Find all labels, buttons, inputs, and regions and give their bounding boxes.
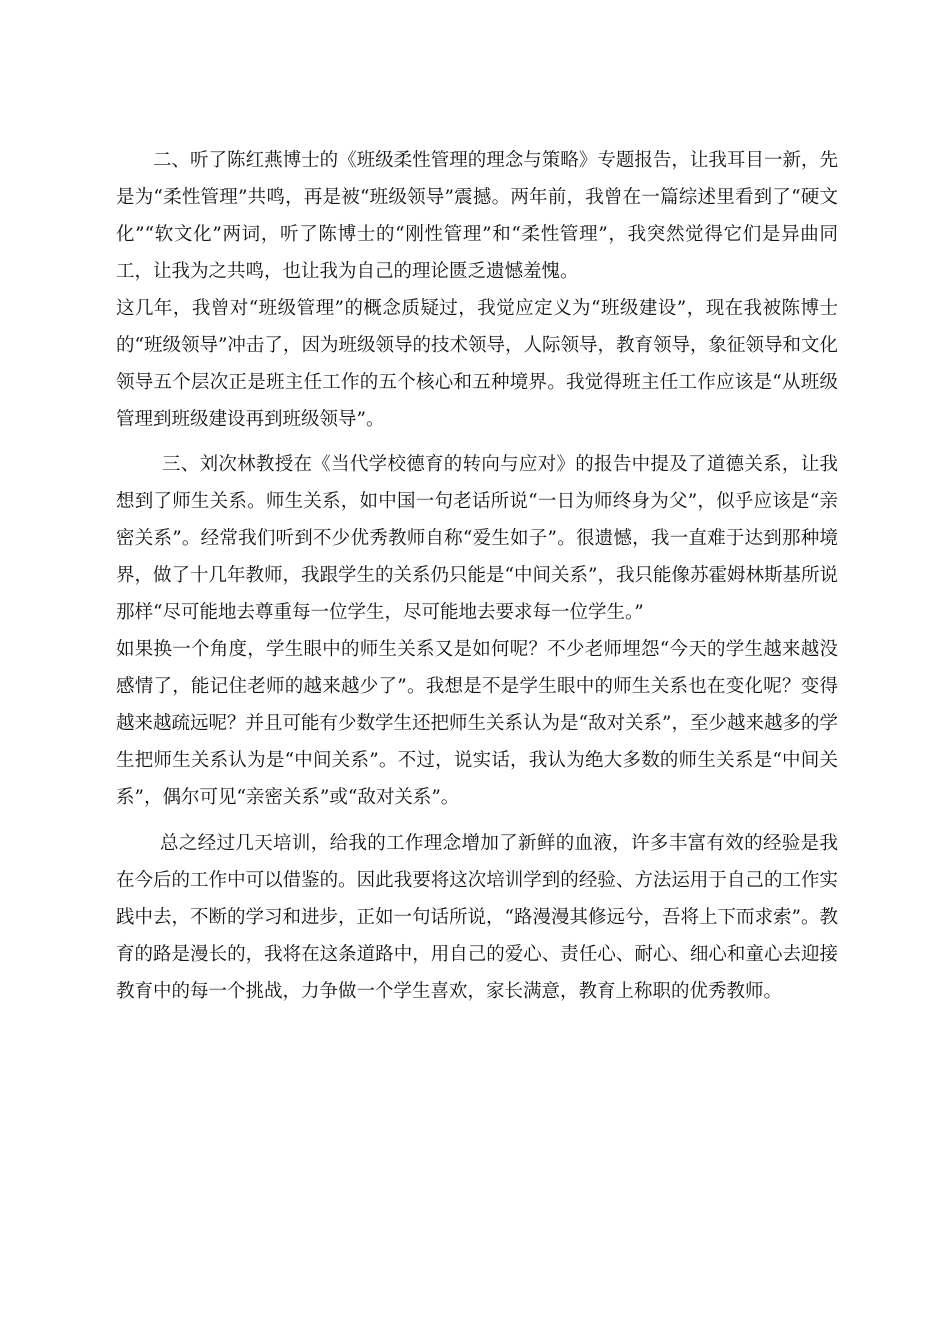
paragraph-report-chen-hongyan: 二、听了陈红燕博士的《班级柔性管理的理念与策略》专题报告，让我耳目一新，先是为“柔性管理”共鸣，再是被“班级领导”震撼。两年前，我曾在一篇综述里看到了“硬文化”“软文化”两词，听了陈博士的“刚性管理”和“柔性管理”，我突然觉得它们是异曲同工，让我为之共鸣，也让我为自己的理论匮乏遗憾羞愧。 xyxy=(116,150,838,282)
paragraph-class-leadership: 这几年，我曾对“班级管理”的概念质疑过，我觉应定义为“班级建设”，现在我被陈博士的“班级领导”冲击了，因为班级领导的技术领导，人际领导，教育领导，象征领导和文化领导五个层次正是班主任工作的五个核心和五种境界。我觉得班主任工作应该是“从班级管理到班级建设再到班级领导”。 xyxy=(116,298,838,430)
paragraph-teacher-student-relationship: 如果换一个角度，学生眼中的师生关系又是如何呢？不少老师埋怨“今天的学生越来越没感情了，能记住老师的越来越少了”。我想是不是学生眼中的师生关系也在变化呢？变得越来越疏远呢？并且可能有少数学生还把师生关系认为是“敌对关系”，至少越来越多的学生把师生关系认为是“中间关系”。不过，说实话，我认为绝大多数的师生关系是“中间关系”，偶尔可见“亲密关系”或“敌对关系”。 xyxy=(116,639,838,808)
paragraph-report-liu-cilin: 三、刘次林教授在《当代学校德育的转向与应对》的报告中提及了道德关系，让我想到了师生关系。师生关系，如中国一句老话所说“一日为师终身为父”，似乎应该是“亲密关系”。经常我们听到不少优秀教师自称“爱生如子”。很遗憾，我一直难于达到那种境界，做了十几年教师，我跟学生的关系仍只能是“中间关系”，我只能像苏霍姆林斯基所说那样“尽可能地去尊重每一位学生，尽可能地去要求每一位学生。” xyxy=(116,454,838,623)
paragraph-summary: 总之经过几天培训，给我的工作理念增加了新鲜的血液，许多丰富有效的经验是我在今后的工作中可以借鉴的。因此我要将这次培训学到的经验、方法运用于自己的工作实践中去，不断的学习和进步，正如一句话所说，“路漫漫其修远兮，吾将上下而求索”。教育的路是漫长的，我将在这条道路中，用自己的爱心、责任心、耐心、细心和童心去迎接教育中的每一个挑战，力争做一个学生喜欢，家长满意，教育上称职的优秀教师。 xyxy=(116,833,838,1002)
document-body xyxy=(116,142,838,1010)
